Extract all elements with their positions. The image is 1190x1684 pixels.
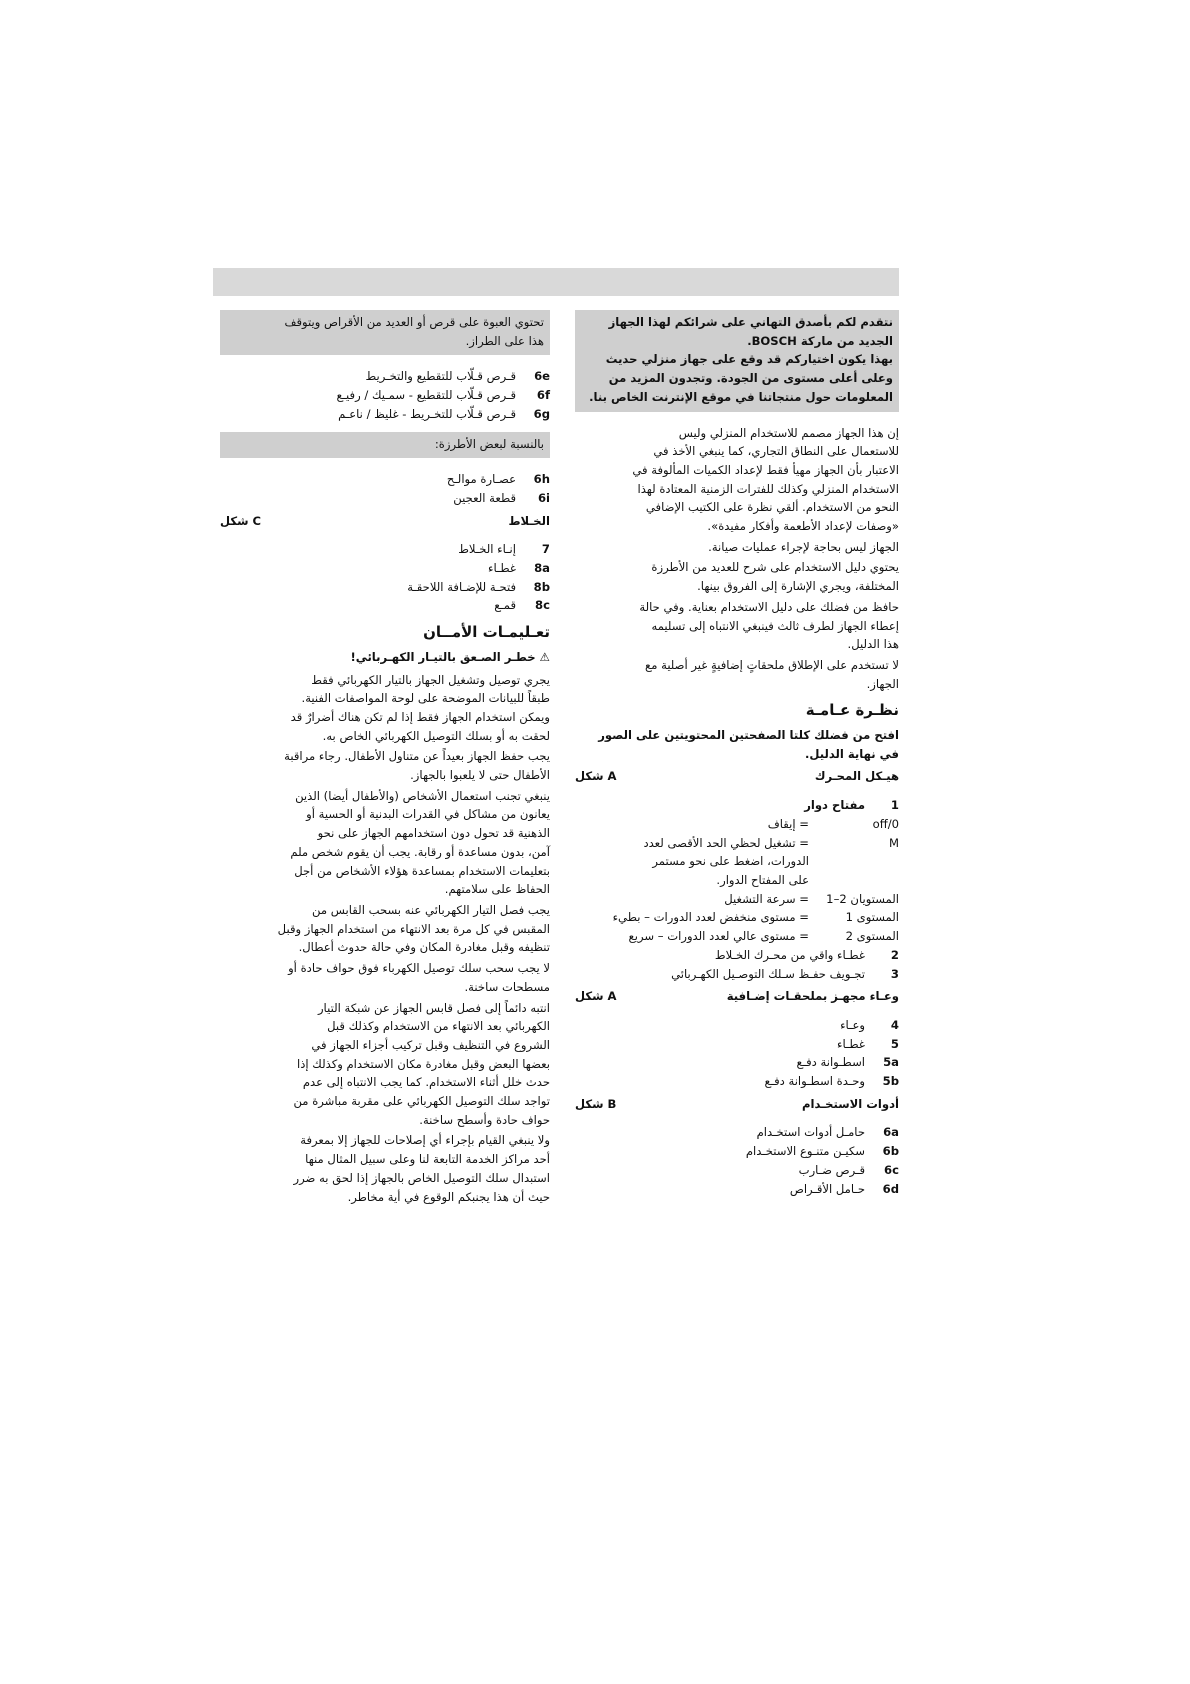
setting-value: = إيقاف: [767, 816, 809, 831]
setting-key: المستوى 2: [845, 929, 899, 944]
item-number: 6h: [533, 472, 550, 487]
paragraph: ولا ينبغي القيام بإجراء أي إصلاحات للجهاز إلا بمعرفة أحد مراكز الخدمة التابعة لنا وعلى سبيل المثال منها استبدال سلك التوصيل الخاص بالجهاز إذا لحق به ضرر حيث أن هذا يجنبكم الوقوع في أية مخاطر.: [293, 1133, 550, 1204]
item-label: سكيـن متنـوع الاستخـدام: [745, 1144, 865, 1159]
figure-reference: شكل A: [575, 989, 617, 1004]
list-item: [575, 965, 899, 984]
paragraph: يجب حفظ الجهاز بعيداً عن متناول الأطفال. رجاء مراقبة الأطفال حتى لا يلعبوا بالجهاز.: [284, 749, 550, 783]
list-item: [575, 1072, 899, 1091]
item-number: 3: [890, 966, 899, 981]
bold-paragraph: افتح من فضلك كلتا الصفحتين المحتويتين على الصور في نهاية الدليل.: [598, 728, 899, 761]
paragraph: ينبغي تجنب استعمال الأشخاص (والأطفال أيضا) الذين يعانون من مشاكل في القدرات البدنية أو الحسية أو الذهنية قد تحول دون استخدامهم الجهاز على نحو آمن، بدون مساعدة أو رقابة. يجب أن يقوم شخص ملم بتعليمات الاستخدام بمساعدة هؤلاء الأشخاص من أجل الحفاظ على سلامتهم.: [290, 788, 550, 897]
item-label: قـرص قـلّاب للتقطيع - سمـيك / رفيـع: [336, 388, 516, 403]
item-label: غطـاء: [837, 1036, 865, 1051]
list-item: [575, 946, 899, 965]
section-title: وعـاء مجهـز بملحقـات إضـافية: [726, 989, 899, 1004]
setting-key: المستوى 1: [845, 910, 899, 925]
item-number: 5a: [883, 1055, 899, 1070]
figure-section-header: [575, 767, 899, 786]
section-title: أدوات الاستخـدام: [801, 1096, 899, 1111]
paragraph: يجري توصيل وتشغيل الجهاز بالتيار الكهربائي فقط طبقاً للبيانات الموضحة على لوحة المواصفات الفنية. ويمكن استخدام الجهاز فقط إذا لم تكن هناك أضرارٌ قد لحقت به أو بسلك التوصيل الكهربائي الخاص به.: [290, 672, 550, 743]
setting-row: [575, 815, 899, 834]
setting-row: [575, 927, 899, 946]
list-item: [575, 1123, 899, 1142]
item-label: مفتاح دوار: [804, 798, 865, 813]
paragraph: حافظ من فضلك على دليل الاستخدام بعناية. وفي حالة إعطاء الجهاز لطرف ثالث فينبغي الانتباه إلى تسليمه هذا الدليل.: [639, 599, 899, 652]
item-label: غطـاء: [488, 561, 516, 576]
right-column: [575, 310, 899, 1198]
item-label: غطـاء واقي من محـرك الخـلاط: [714, 947, 865, 962]
section-heading: نظـرة عـامـة: [805, 701, 899, 720]
figure-section-header: [575, 987, 899, 1006]
item-number: 5b: [882, 1074, 899, 1089]
setting-key: off/0: [872, 816, 899, 831]
setting-key: المستويان 2–1: [826, 891, 899, 906]
list-item: [575, 1161, 899, 1180]
item-number: 6e: [534, 369, 550, 384]
list-item: [220, 578, 550, 597]
figure-reference: شكل A: [575, 769, 617, 784]
setting-value: = سرعة التشغيل: [724, 891, 809, 906]
setting-row: [575, 834, 899, 890]
setting-key: M: [888, 835, 899, 850]
setting-value: = تشغيل لحظي الحد الأقصى لعدد الدورات، اضغط على نحو مستمر على المفتاح الدوار.: [643, 835, 809, 887]
item-label: حامـل أدوات استخـدام: [756, 1125, 865, 1140]
highlight-box: تحتوي العبوة على قرص أو العديد من الأقراص ويتوقف هذا على الطراز.: [220, 310, 550, 355]
paragraph: الجهاز ليس بحاجة لإجراء عمليات صيانة.: [708, 539, 899, 554]
section-title: الخـلاط: [508, 513, 550, 528]
item-number: 6g: [533, 406, 550, 421]
item-number: 8b: [533, 579, 550, 594]
item-label: إنـاء الخـلاط: [458, 542, 516, 557]
list-item: [220, 489, 550, 508]
setting-row: [575, 890, 899, 909]
item-number: 8c: [535, 598, 550, 613]
list-item: [220, 386, 550, 405]
highlight-box: بالنسبة لبعض الأطرزة:: [220, 432, 550, 459]
paragraph: يحتوي دليل الاستخدام على شرح للعديد من الأطرزة المختلفة، ويجري الإشارة إلى الفروق بينها.: [651, 560, 899, 594]
item-label: حـامل الأقـراص: [789, 1181, 865, 1196]
figure-section-header: [220, 512, 550, 531]
list-item: [220, 596, 550, 615]
item-number: 1: [890, 798, 899, 813]
item-number: 6i: [537, 490, 550, 505]
item-number: 8a: [534, 561, 550, 576]
item-number: 2: [890, 947, 899, 962]
item-number: 4: [890, 1017, 899, 1032]
item-label: وعـاء: [840, 1017, 865, 1032]
list-item: [220, 470, 550, 489]
paragraph: انتبه دائماً إلى فصل قابس الجهاز عن شبكة التيار الكهربائي بعد الانتهاء من الاستخدام وكذلك قبل الشروع في التنظيف وقبل تركيب أجزاء الجهاز في بعضها البعض وقبل مغادرة مكان الاستخدام وكذلك إذا حدث خلل أثناء الاستخدام. كما يجب الانتباه إلى عدم تواجد سلك التوصيل الكهربائي على مقربة مباشرة من حواف حادة وأسطح ساخنة.: [293, 1000, 550, 1127]
list-item: [575, 1053, 899, 1072]
item-label: قطعة العجين: [453, 490, 516, 505]
paragraph: لا تستخدم على الإطلاق ملحقاتٍ إضافيةٍ غير أصلية مع الجهاز.: [645, 657, 899, 691]
list-item: [575, 1016, 899, 1035]
item-number: 6c: [884, 1162, 899, 1177]
item-number: 6a: [883, 1125, 899, 1140]
item-label: قـرص ضـارب: [798, 1162, 865, 1177]
figure-reference: شكل C: [220, 513, 262, 528]
list-item: [220, 367, 550, 386]
setting-row: [575, 908, 899, 927]
bold-paragraph: ⚠ خطـر الصـعق بالتيـار الكهـربائي!: [350, 649, 550, 664]
item-number: 6f: [536, 388, 550, 403]
list-item: [220, 405, 550, 424]
spacer: [220, 424, 550, 432]
paragraph: يجب فصل التيار الكهربائي عنه بسحب القابس من المقبس في كل مرة بعد الانتهاء من استخدام الجهاز وقبل تنظيفه وقبل مغادرة المكان وفي حالة حدوث أعطال.: [277, 902, 550, 955]
header-bar: [213, 268, 899, 296]
paragraph: إن هذا الجهاز مصمم للاستخدام المنزلي وليس للاستعمال على النطاق التجاري، كما ينبغي الأخذ في الاعتبار بأن الجهاز مهيأ فقط لإعداد الكميات المألوفة في الاستخدام المنزلي وكذلك للفترات الزمنية المعتادة لهذا النحو من الاستخدام. ألقي نظرة على الكتيب الإضافي «وصفات لإعداد الأطعمة وأفكار مفيدة».: [632, 425, 899, 534]
item-number: 7: [541, 542, 550, 557]
left-column: [220, 310, 550, 1208]
list-item: [575, 1180, 899, 1199]
item-label: فتحـة للإضـافة اللاحقـة: [407, 579, 516, 594]
item-number: 5: [890, 1036, 899, 1051]
item-label: قـرص قـلّاب للتقطيع والتخـريط: [365, 369, 516, 384]
list-item: [575, 796, 899, 815]
highlight-box: نتقدم لكم بأصدق التهاني على شرائكم لهذا الجهاز الجديد من ماركة BOSCH. بهذا يكون اختياركم قد وقع على جهاز منزلي حديث وعلى أعلى مستوى من الجودة. وتجدون المزيد من المعلومات حول منتجاتنا في موقع الإنترنت الخاص بنا.: [575, 310, 899, 412]
paragraph: لا يجب سحب سلك توصيل الكهرباء فوق حواف حادة أو مسطحات ساخنة.: [288, 961, 550, 994]
item-label: قمـع: [494, 598, 516, 613]
setting-value: = مستوى عالي لعدد الدورات – سريع: [628, 929, 809, 944]
item-number: 6d: [882, 1181, 899, 1196]
figure-section-header: [575, 1095, 899, 1114]
section-title: هيـكل المحـرك: [814, 769, 899, 784]
list-item: [575, 1142, 899, 1161]
item-label: قـرص قـلّاب للتخـريط - غليظ / ناعـم: [338, 406, 516, 421]
list-item: [220, 540, 550, 559]
list-item: [220, 559, 550, 578]
item-label: عصـارة موالـح: [446, 472, 516, 487]
item-label: تجـويف حفـظ سـلك التوصـيل الكهـربائي: [671, 966, 865, 981]
item-label: اسطـوانة دفـع: [796, 1055, 865, 1070]
item-number: 6b: [882, 1144, 899, 1159]
section-heading: تعـليمـات الأمــان: [423, 623, 550, 642]
setting-value: = مستوى منخفض لعدد الدورات – بطيء: [612, 910, 809, 925]
list-item: [575, 1035, 899, 1054]
item-label: وحـدة اسطـوانة دفـع: [764, 1074, 865, 1089]
figure-reference: شكل B: [575, 1096, 617, 1111]
